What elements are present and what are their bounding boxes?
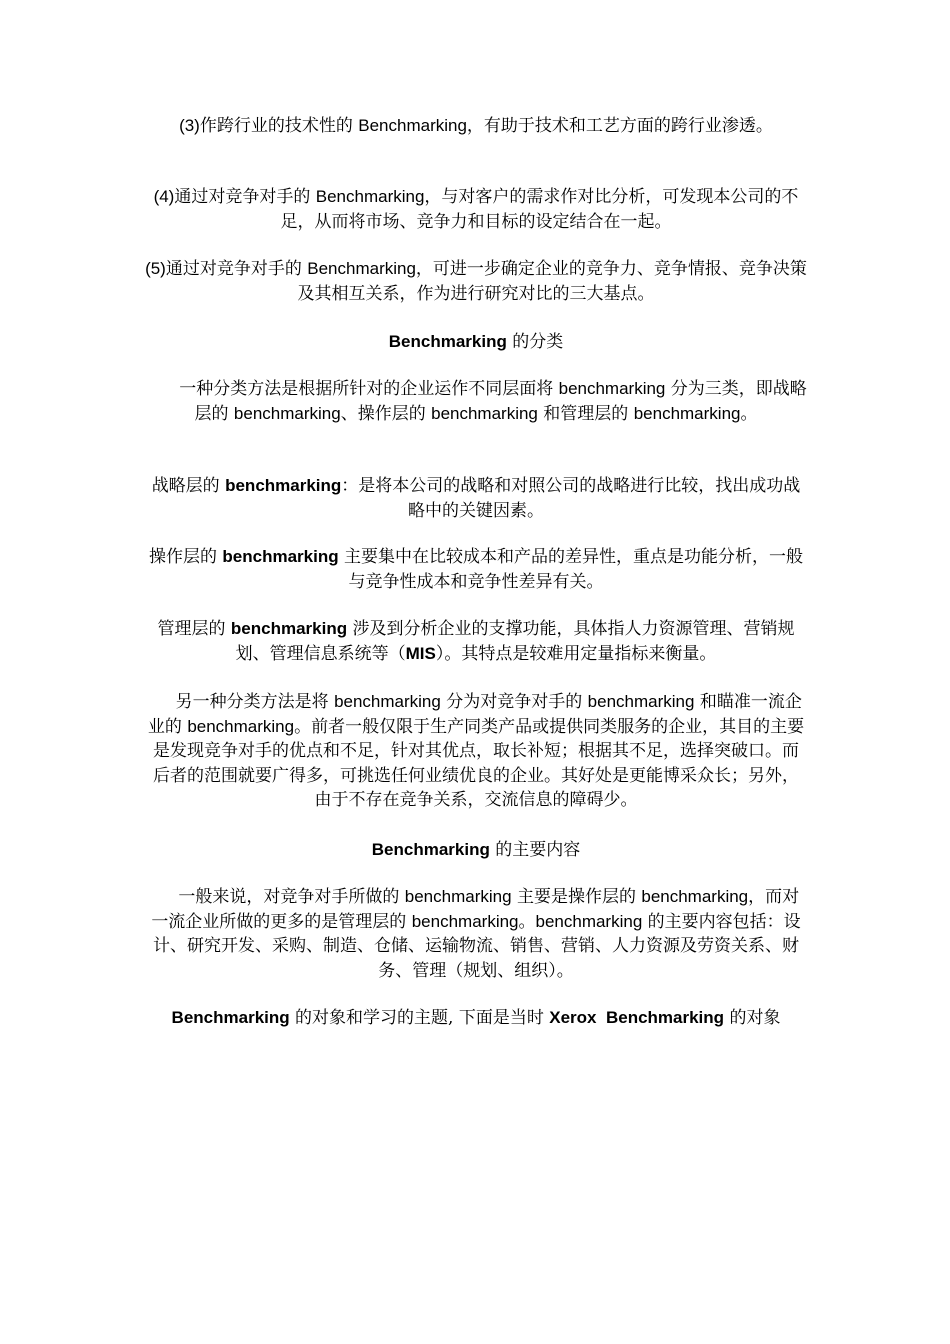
keyword: Benchmarking [315, 187, 425, 206]
keyword: benchmarking [431, 403, 538, 423]
item-4 [145, 185, 807, 234]
keyword: benchmarking [230, 619, 348, 638]
item-3 [145, 114, 807, 139]
paragraph-management-layer [145, 617, 807, 666]
keyword: Benchmarking [171, 1008, 290, 1027]
keyword: benchmarking [187, 716, 295, 736]
text: 另一种分类方法是将 [175, 692, 335, 712]
text: 和管理层的 [537, 403, 634, 424]
item-text: 通过对竞争对手的 [174, 187, 316, 207]
keyword: benchmarking [334, 692, 441, 711]
text: ）。其特点是较难用定量指标来衡量。 [435, 643, 717, 664]
item-text: 通过对竞争对手的 [165, 259, 308, 279]
heading-text: 的主要内容 [489, 840, 581, 860]
text: 管理层的 [157, 619, 231, 639]
text: ，而对一流企业所做的更多的是管理层的 [151, 887, 800, 932]
heading-text: 的分类 [506, 332, 564, 352]
keyword: MIS [405, 643, 436, 663]
text: ：是将本公司的战略和对照公司的战略进行比较，找出成功战略中的关键因素。 [341, 476, 801, 521]
item-5 [145, 257, 807, 306]
paragraph-strategic-layer [145, 474, 807, 523]
text: , 下面是当时 [448, 1008, 550, 1028]
keyword: benchmarking [587, 692, 695, 711]
text: 分为三类，即战略层的 [194, 379, 807, 424]
keyword: benchmarking [641, 887, 749, 906]
item-text: ，有助于技术和工艺方面的跨行业渗透。 [466, 116, 773, 136]
keyword: benchmarking [411, 911, 519, 931]
text: 主要集中在比较成本和产品的差异性，重点是功能分析，一般与竞争性成本和竞争性差异有关。 [338, 547, 803, 592]
text: 。 [518, 911, 536, 932]
text: 战略层的 [151, 476, 226, 496]
text: 和瞄准一流企业的 [147, 692, 802, 737]
keyword: benchmarking [558, 379, 666, 398]
heading-keyword: Benchmarking [371, 840, 490, 859]
keyword: benchmarking [222, 547, 339, 566]
item-number: (5) [145, 259, 166, 278]
keyword: Benchmarking [358, 116, 467, 135]
paragraph-classification-1 [145, 377, 807, 426]
item-text: ，可进一步确定企业的竞争力、竞争情报、竞争决策及其相互关系，作为进行研究对比的三大基点。 [297, 259, 807, 304]
text: 涉及到分析企业的支撑功能，具体指人力资源管理、营销规划、管理信息系统等（ [235, 619, 795, 664]
text: 、操作层的 [340, 403, 432, 424]
paragraph-benchmarking-objects [145, 1006, 807, 1031]
text: 。前者一般仅限于生产同类产品或提供同类服务的企业，其目的主要是发现竞争对手的优点和不足，针对其优点，取长补短；根据其不足，选择突破口。而后者的范围就要广得多，可挑选任何业绩优良的企业。其好处是更能博采众长；另外，由于不存在竞争关系，交流信息的障碍少。 [153, 716, 805, 810]
keyword: Benchmarking [307, 259, 416, 278]
item-text: 作跨行业的技术性的 [199, 116, 359, 136]
keyword: benchmarking [404, 887, 512, 906]
text: 主要是操作层的 [511, 887, 642, 907]
section-heading-classification [145, 330, 807, 355]
text: 的对象和学习的主题 [289, 1008, 449, 1028]
text: 分为对竞争对手的 [440, 692, 588, 712]
text: 操作层的 [148, 547, 223, 567]
keyword: benchmarking [633, 403, 741, 423]
item-text: ，与对客户的需求作对比分析，可发现本公司的不足，从而将市场、竞争力和目标的设定结合在一起。 [280, 187, 799, 232]
heading-keyword: Benchmarking [388, 332, 507, 351]
text: 的对象 [724, 1008, 781, 1028]
keyword: benchmarking [233, 403, 341, 423]
keyword: benchmarking [535, 911, 643, 931]
paragraph-main-content [145, 885, 807, 983]
section-heading-main-content [145, 838, 807, 863]
paragraph-operational-layer [145, 545, 807, 594]
item-number: (3) [179, 116, 200, 135]
keyword: benchmarking [225, 476, 342, 495]
text: 一种分类方法是根据所针对的企业运作不同层面将 [179, 379, 559, 399]
text: 的主要内容包括：设计、研究开发、采购、制造、仓储、运输物流、销售、营销、人力资源及劳资关系、财务、管理（规划、组织）。 [153, 911, 801, 981]
paragraph-classification-2 [145, 690, 807, 813]
text: 。 [740, 403, 758, 424]
item-number: (4) [153, 187, 175, 206]
text: 一般来说，对竞争对手所做的 [178, 887, 405, 907]
keyword: Xerox Benchmarking [549, 1008, 725, 1027]
